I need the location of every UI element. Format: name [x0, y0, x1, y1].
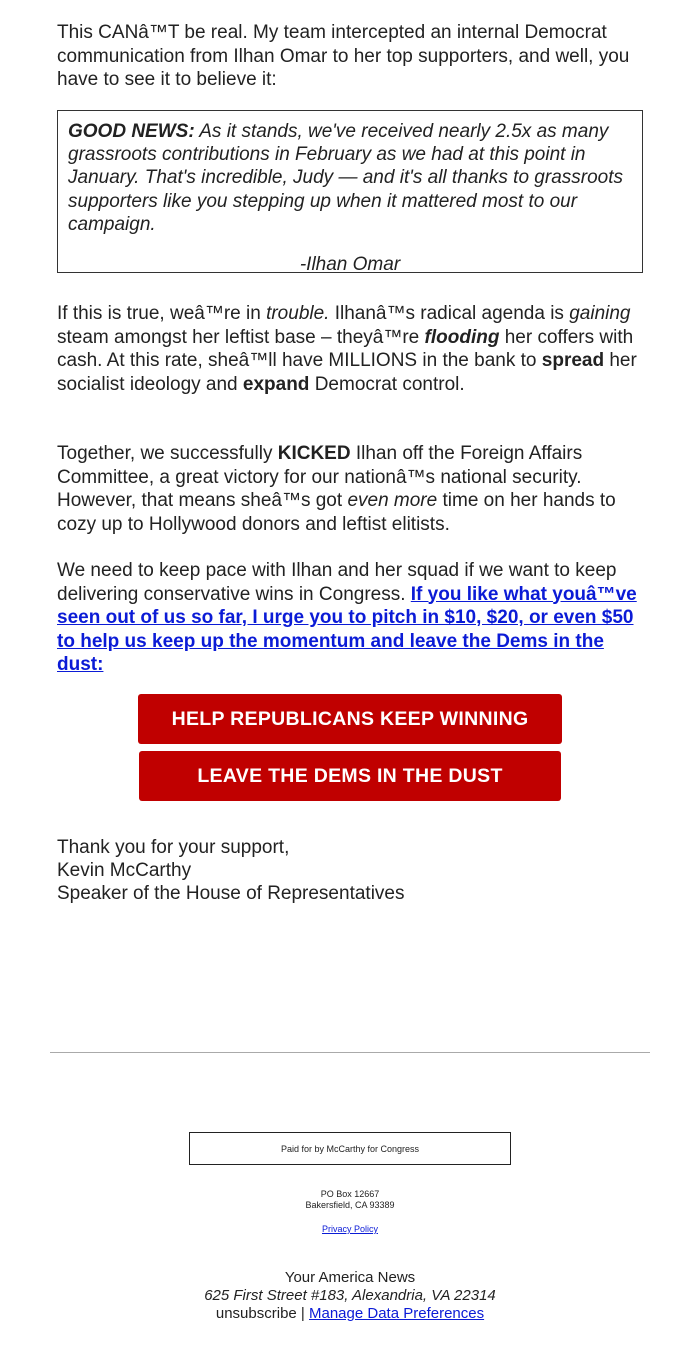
emphasis: flooding: [424, 326, 500, 348]
privacy-row: [0, 1224, 700, 1234]
text: Ilhanâ™s radical agenda is: [329, 303, 570, 324]
strong: KICKED: [277, 443, 351, 464]
paragraph-kicked: [57, 442, 647, 536]
text: Democrat control.: [309, 373, 465, 395]
text: We need to keep pace with Ilhan and her squad if we want to keep delivering conservative wins in Congress.: [57, 560, 617, 605]
donate-link[interactable]: If you like what youâ™ve seen out of us so far, I urge you to pitch in $10, $20, or even $50 to help us keep up the momentum and leave the Dems in the dust:: [57, 583, 637, 675]
quote-box: [57, 110, 643, 276]
signature: [57, 836, 404, 905]
text: time on her hands to cozy up to Hollywood donors and leftist elitists.: [57, 490, 616, 535]
paid-for-box: [189, 1132, 511, 1165]
unsubscribe-text[interactable]: unsubscribe: [215, 1305, 297, 1322]
strong: expand: [242, 373, 310, 395]
emphasis: even more: [347, 490, 438, 511]
po-box: PO Box 12667: [320, 1189, 380, 1199]
signature-title: Speaker of the House of Representatives: [57, 883, 405, 904]
quote-text: [68, 120, 632, 236]
signature-closing: Thank you for your support,: [57, 837, 290, 858]
footer-street: 625 First Street #183, Alexandria, VA 22314: [204, 1287, 496, 1304]
intro-paragraph: This CANâ™T be real. My team intercepted an internal Democrat communication from Ilhan Omar to her top supporters, and well, you have to see it to believe it:: [57, 22, 630, 90]
privacy-policy-link[interactable]: Privacy Policy: [321, 1224, 378, 1234]
emphasis: trouble.: [266, 303, 330, 324]
city-line: Bakersfield, CA 93389: [305, 1200, 395, 1210]
strong: spread: [541, 350, 605, 371]
link-separator: |: [296, 1305, 309, 1322]
text: her socialist ideology and: [57, 350, 637, 395]
quote-attribution: -Ilhan Omar: [299, 254, 401, 276]
help-republicans-button[interactable]: HELP REPUBLICANS KEEP WINNING: [138, 694, 562, 744]
text: Ilhan off the Foreign Affairs Committee, a great victory for our nationâ™s national security. However, that means sheâ™s got: [57, 443, 583, 511]
leave-dems-button[interactable]: LEAVE THE DEMS IN THE DUST: [139, 751, 561, 801]
paragraph-trouble: [57, 302, 647, 396]
paragraph-pitch: [57, 559, 647, 677]
text: If this is true, weâ™re in: [57, 303, 267, 324]
text: Together, we successfully: [57, 443, 278, 464]
quote-body: As it stands, we've received nearly 2.5x as many grassroots contributions in February as we had at this point in January. That's incredible, Judy — and it's all thanks to grassroots supporters like you stepping up when it mattered most to our campaign.: [68, 121, 623, 235]
paid-for-text: Paid for by McCarthy for Congress: [280, 1143, 420, 1154]
mailing-address: [0, 1189, 700, 1211]
text: her coffers with cash. At this rate, sheâ™ll have MILLIONS in the bank to: [57, 326, 634, 371]
footer-org: Your America News: [284, 1269, 416, 1286]
signature-name: Kevin McCarthy: [57, 860, 192, 881]
divider: [50, 1052, 650, 1053]
manage-data-link[interactable]: Manage Data Preferences: [309, 1305, 485, 1322]
quote-lead: GOOD NEWS:: [68, 121, 195, 142]
emphasis: gaining: [569, 303, 631, 324]
footer: [0, 1269, 700, 1323]
footer-links: [0, 1305, 700, 1323]
text: steam amongst her leftist base – theyâ™re: [57, 326, 425, 348]
